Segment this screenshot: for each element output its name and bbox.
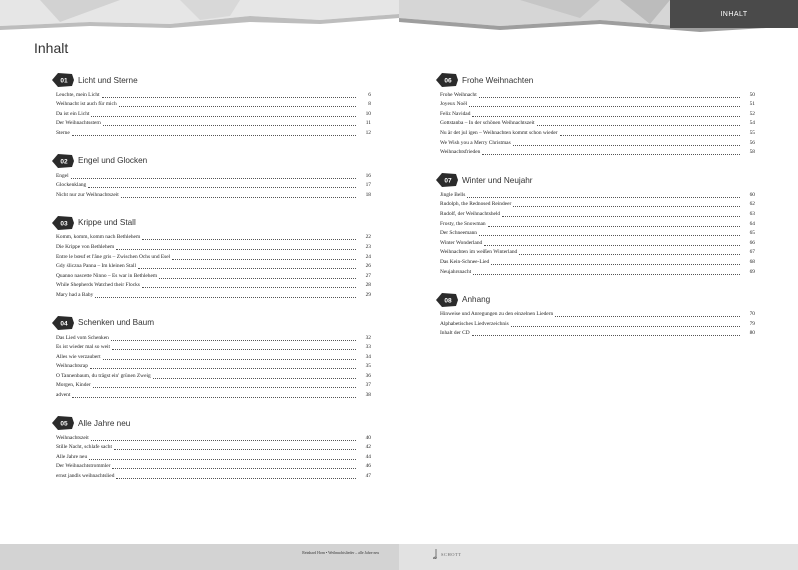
page-number: 44 — [365, 453, 371, 460]
entry-title: Komm, komm, komm nach Bethlehem — [56, 234, 141, 241]
toc-entry[interactable] — [56, 171, 371, 181]
toc-entry[interactable] — [440, 90, 755, 100]
toc-section — [56, 215, 371, 300]
entry-title: Neujahrsnacht — [440, 268, 472, 275]
page-number: 22 — [365, 234, 371, 241]
dot-leader — [112, 349, 356, 350]
chapter-number: 04 — [60, 320, 68, 328]
toc-entry[interactable] — [440, 209, 755, 219]
entry-title: Gottstanba – In der schönen Weihnachtszeit — [440, 120, 535, 127]
toc-entry[interactable] — [56, 100, 371, 110]
footer-left — [0, 544, 399, 570]
section-title: Anhang — [462, 295, 491, 304]
entry-title: Der Schneemann — [440, 230, 477, 237]
entry-title: Frosty, the Snowman — [440, 220, 486, 227]
dot-leader — [537, 125, 740, 126]
chapter-badge — [52, 316, 74, 330]
page-number: 56 — [749, 139, 755, 146]
toc-entry[interactable] — [56, 109, 371, 119]
dot-leader — [114, 449, 356, 450]
toc-entry[interactable] — [440, 128, 755, 138]
chapter-number: 06 — [444, 77, 452, 85]
section-title: Licht und Sterne — [78, 75, 138, 85]
page-number: 37 — [365, 382, 371, 389]
entry-title: Nu är det jul igen – Weihnachten kommt schon wieder — [440, 129, 558, 136]
page-number: 24 — [365, 253, 371, 260]
toc-entry[interactable] — [56, 190, 371, 200]
page-number: 66 — [749, 239, 755, 246]
page-number: 35 — [365, 363, 371, 370]
section-title: Frohe Weihnachten — [462, 75, 534, 85]
entry-title: Rudolph, the Rednosed Reindeer — [440, 201, 512, 208]
page-number: 16 — [365, 172, 371, 179]
chapter-badge — [436, 293, 458, 307]
dot-leader — [103, 359, 356, 360]
dot-leader — [116, 478, 356, 479]
section-header — [440, 292, 755, 308]
footer — [0, 544, 798, 570]
toc-entry[interactable] — [56, 381, 371, 391]
entry-title: Morgen, Kinder — [56, 382, 91, 389]
toc-entry[interactable] — [56, 242, 371, 252]
dot-leader — [72, 397, 356, 398]
toc-entry[interactable] — [56, 352, 371, 362]
chapter-badge — [52, 154, 74, 168]
page-number: 28 — [365, 282, 371, 289]
dot-leader — [472, 335, 740, 336]
page-number: 23 — [365, 243, 371, 250]
page-number: 34 — [365, 353, 371, 360]
toc-entry[interactable] — [440, 109, 755, 119]
toc-entry[interactable] — [56, 390, 371, 400]
dot-leader — [467, 197, 740, 198]
section-header — [56, 315, 371, 331]
toc-entry[interactable] — [440, 219, 755, 229]
dot-leader — [95, 297, 356, 298]
page-number: 79 — [749, 320, 755, 327]
page-number: 32 — [365, 334, 371, 341]
page-number: 70 — [749, 311, 755, 318]
entry-title: Jingle Bells — [440, 191, 466, 198]
page-number: 68 — [749, 258, 755, 265]
section-header — [56, 72, 371, 88]
toc-entry[interactable] — [440, 329, 755, 339]
dot-leader — [89, 459, 356, 460]
entry-title: O Tannenbaum, du trägst ein' grünen Zweig — [56, 372, 151, 379]
toc-entry[interactable] — [56, 362, 371, 372]
dot-leader — [472, 116, 740, 117]
entry-title: Weihnachtszeit — [56, 434, 89, 441]
toc-section — [56, 72, 371, 138]
entry-title: Quanno nascette Ninno – Es war in Bethlehem — [56, 272, 158, 279]
section-header — [56, 415, 371, 431]
dot-leader — [513, 206, 740, 207]
toc-column-right — [440, 72, 755, 353]
page-number: 47 — [365, 473, 371, 480]
entry-title: Entre le bœuf et l'âne gris – Zwischen Ochs und Esel — [56, 253, 171, 260]
dot-leader — [479, 235, 740, 236]
clef-icon — [433, 549, 439, 559]
section-title: Krippe und Stall — [78, 218, 136, 228]
dot-leader — [138, 268, 356, 269]
dot-leader — [119, 106, 356, 107]
page-number: 67 — [749, 249, 755, 256]
dot-leader — [491, 264, 740, 265]
chapter-number: 05 — [60, 420, 68, 428]
toc-section — [440, 292, 755, 339]
dot-leader — [71, 178, 356, 179]
entry-title: Feliz Navidad — [440, 110, 471, 117]
dot-leader — [72, 135, 356, 136]
toc-entry[interactable] — [56, 433, 371, 443]
publisher-name: SCHOTT — [441, 551, 462, 557]
toc-entry[interactable] — [440, 119, 755, 129]
toc-entry[interactable] — [56, 471, 371, 481]
dot-leader — [142, 239, 356, 240]
toc-entry[interactable] — [440, 257, 755, 267]
chapter-number: 02 — [60, 158, 68, 166]
dot-leader — [519, 254, 740, 255]
chapter-number: 08 — [444, 297, 452, 305]
toc-entry[interactable] — [56, 343, 371, 353]
dot-leader — [555, 316, 740, 317]
entry-title: Gdy śliczna Panna – Im kleinen Stall — [56, 263, 136, 270]
footer-right — [399, 544, 798, 570]
chapter-badge — [52, 73, 74, 87]
section-header — [56, 215, 371, 231]
dot-leader — [90, 368, 356, 369]
toc-entry[interactable] — [440, 267, 755, 277]
dot-leader — [473, 274, 740, 275]
toc-entry[interactable] — [440, 138, 755, 148]
toc-entry[interactable] — [56, 90, 371, 100]
toc-column-left — [56, 72, 371, 496]
toc-section — [56, 415, 371, 481]
page-number: 69 — [749, 268, 755, 275]
entry-title: Glockenklang — [56, 182, 87, 189]
page-number: 65 — [749, 230, 755, 237]
page-number: 6 — [368, 91, 371, 98]
page-number: 60 — [749, 191, 755, 198]
toc-entry[interactable] — [56, 119, 371, 129]
dot-leader — [88, 187, 356, 188]
toc-entry[interactable] — [440, 229, 755, 239]
page-number: 27 — [365, 272, 371, 279]
entry-title: Es ist wieder mal so weit — [56, 344, 111, 351]
entry-title: Hinweise und Anregungen zu den einzelnen Liedern — [440, 311, 554, 318]
chapter-badge — [52, 216, 74, 230]
page-number: 80 — [749, 330, 755, 337]
chapter-badge — [52, 416, 74, 430]
dot-leader — [560, 135, 740, 136]
entry-title: ernst jandls weihnachtslied — [56, 473, 115, 480]
section-header — [440, 72, 755, 88]
entry-title: Inhalt der CD — [440, 330, 470, 337]
dot-leader — [93, 387, 356, 388]
page-number: 46 — [365, 463, 371, 470]
page-number: 26 — [365, 263, 371, 270]
toc-entry[interactable] — [56, 290, 371, 300]
page-number: 51 — [749, 101, 755, 108]
page-number: 12 — [365, 129, 371, 136]
page-number: 52 — [749, 110, 755, 117]
entry-title: Weihnachtsrap — [56, 363, 88, 370]
toc-entry[interactable] — [56, 252, 371, 262]
toc-entry[interactable] — [56, 281, 371, 291]
entry-title: Alle Jahre neu — [56, 453, 88, 460]
toc-entry[interactable] — [56, 452, 371, 462]
toc-entry[interactable] — [56, 128, 371, 138]
page-number: 50 — [749, 91, 755, 98]
page-number: 33 — [365, 344, 371, 351]
toc-entry[interactable] — [56, 233, 371, 243]
toc-entry[interactable] — [440, 319, 755, 329]
section-tag: INHALT — [670, 0, 798, 28]
page-number: 42 — [365, 444, 371, 451]
page-number: 64 — [749, 220, 755, 227]
page-number: 40 — [365, 434, 371, 441]
footer-credit: Reinhard Horn • Weihnachtslieder – alle Jahre neu — [302, 551, 379, 555]
page-title: Inhalt — [34, 40, 69, 56]
dot-leader — [482, 154, 740, 155]
dot-leader — [159, 278, 356, 279]
page-number: 11 — [365, 120, 371, 127]
entry-title: Winter Wonderland — [440, 239, 483, 246]
dot-leader — [116, 249, 356, 250]
entry-title: Weihnachten im weißen Winterland — [440, 249, 518, 256]
dot-leader — [91, 116, 356, 117]
page-number: 63 — [749, 210, 755, 217]
page-number: 10 — [365, 110, 371, 117]
toc-entry[interactable] — [440, 148, 755, 158]
page-number: 36 — [365, 372, 371, 379]
toc-entry[interactable] — [440, 190, 755, 200]
dot-leader — [91, 440, 356, 441]
toc-entry[interactable] — [440, 238, 755, 248]
toc-entry[interactable] — [440, 100, 755, 110]
entry-title: We Wish you a Merry Christmas — [440, 139, 511, 146]
toc-entry[interactable] — [440, 248, 755, 258]
entry-title: Das Kein-Schnee-Lied — [440, 258, 490, 265]
entry-title: advent — [56, 392, 71, 399]
entry-title: Das Lied vom Schenken — [56, 334, 109, 341]
toc-entry[interactable] — [440, 200, 755, 210]
dot-leader — [153, 378, 356, 379]
dot-leader — [103, 125, 356, 126]
dot-leader — [511, 326, 740, 327]
dot-leader — [172, 259, 356, 260]
toc-entry[interactable] — [56, 462, 371, 472]
dot-leader — [111, 340, 356, 341]
entry-title: Weihnacht ist auch für mich — [56, 101, 117, 108]
page-number: 18 — [365, 191, 371, 198]
chapter-badge — [436, 73, 458, 87]
dot-leader — [121, 197, 356, 198]
toc-section — [440, 72, 755, 157]
dot-leader — [479, 97, 740, 98]
dot-leader — [484, 245, 740, 246]
page-number: 29 — [365, 291, 371, 298]
chapter-number: 01 — [60, 77, 68, 85]
section-title: Schenken und Baum — [78, 318, 155, 328]
entry-title: Rudolf, der Weihnachtsheld — [440, 210, 501, 217]
entry-title: Alphabetisches Liedverzeichnis — [440, 320, 509, 327]
section-header — [440, 172, 755, 188]
toc-section — [56, 315, 371, 400]
entry-title: Leuchte, mein Licht — [56, 91, 100, 98]
page-number: 8 — [368, 101, 371, 108]
dot-leader — [488, 226, 740, 227]
entry-title: Engel — [56, 172, 69, 179]
page-number: 54 — [749, 120, 755, 127]
dot-leader — [502, 216, 740, 217]
toc-entry[interactable] — [56, 271, 371, 281]
section-header — [56, 153, 371, 169]
toc-entry[interactable] — [56, 371, 371, 381]
dot-leader — [513, 145, 740, 146]
section-title: Winter und Neujahr — [462, 175, 533, 185]
entry-title: Mary had a Baby — [56, 291, 94, 298]
toc-entry[interactable] — [56, 181, 371, 191]
entry-title: Der Weihnachtsstern — [56, 120, 101, 127]
entry-title: While Shepherds Watched their Flocks — [56, 282, 140, 289]
publisher-logo — [433, 549, 462, 559]
toc-entry[interactable] — [56, 333, 371, 343]
entry-title: Nicht nur zur Weihnachtszeit — [56, 191, 119, 198]
entry-title: Der Weihnachtstrommler — [56, 463, 111, 470]
section-title: Alle Jahre neu — [78, 418, 131, 428]
entry-title: Sterne — [56, 129, 70, 136]
toc-section — [56, 153, 371, 200]
page-number: 38 — [365, 392, 371, 399]
page-number: 17 — [365, 182, 371, 189]
entry-title: Alles wie verzaubert — [56, 353, 101, 360]
chapter-number: 07 — [444, 177, 452, 185]
entry-title: Da ist ein Licht — [56, 110, 90, 117]
toc-entry[interactable] — [56, 262, 371, 272]
chapter-badge — [436, 173, 458, 187]
toc-section — [440, 172, 755, 276]
entry-title: Die Krippe von Bethlehem — [56, 243, 115, 250]
dot-leader — [102, 97, 356, 98]
chapter-number: 03 — [60, 220, 68, 228]
dot-leader — [112, 468, 356, 469]
page-number: 58 — [749, 149, 755, 156]
dot-leader — [469, 106, 740, 107]
toc-entry[interactable] — [440, 310, 755, 320]
page-number: 55 — [749, 129, 755, 136]
section-title: Engel und Glocken — [78, 156, 148, 166]
toc-entry[interactable] — [56, 443, 371, 453]
entry-title: Joyeux Noël — [440, 101, 468, 108]
page-number: 62 — [749, 201, 755, 208]
entry-title: Frohe Weihnacht — [440, 91, 477, 98]
dot-leader — [142, 287, 356, 288]
entry-title: Weihnachtsfrieden — [440, 149, 481, 156]
entry-title: Stille Nacht, schlafe sacht — [56, 444, 112, 451]
